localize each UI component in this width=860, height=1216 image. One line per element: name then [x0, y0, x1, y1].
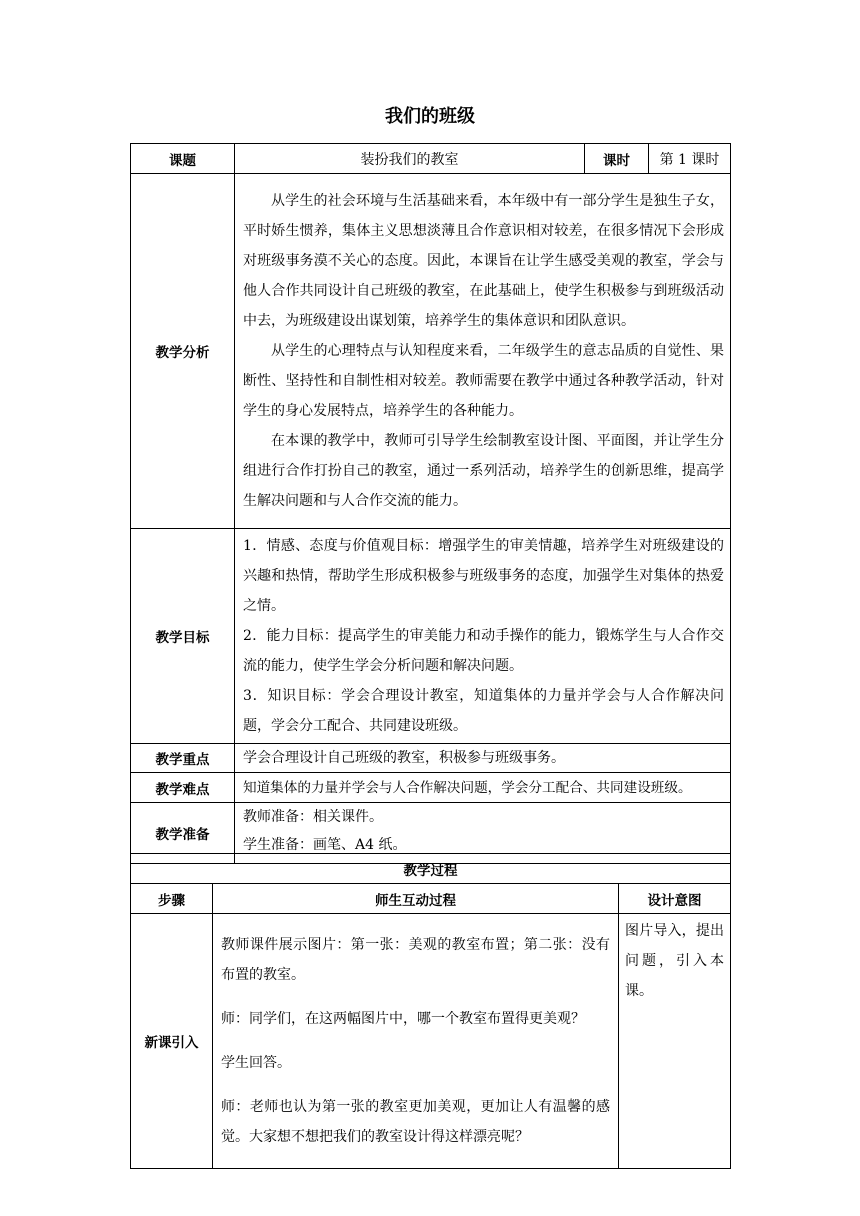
analysis-paragraph: 在本课的教学中，教师可引导学生绘制教室设计图、平面图，并让学生分组进行合作打扮自己的教室，通过一系列活动，培养学生的创新思维，提高学生解决问题和与人合作交流的能力。 — [243, 433, 724, 509]
goal-item: 3．知识目标：学会合理设计教室，知道集体的力量并学会与人合作解决问题，学会分工配合、共同建设班级。 — [243, 688, 724, 734]
goal-item: 1．情感、态度与价值观目标：增强学生的审美情趣，培养学生对班级建设的兴趣和热情，帮助学生形成积极参与班级事务的态度，加强学生对集体的热爱之情。 — [243, 538, 724, 614]
period-label: 课时 — [585, 144, 649, 174]
goals-content — [235, 529, 731, 744]
interaction-line: 学生回答。 — [221, 1055, 291, 1071]
step-label: 新课引入 — [131, 914, 213, 1169]
table-row — [131, 914, 731, 1169]
analysis-paragraph: 从学生的社会环境与生活基础来看，本年级中有一部分学生是独生子女，平时娇生惯养，集体主义思想淡薄且合作意识相对较差，在很多情况下会形成对班级事务漠不关心的态度。因此，本课旨在让学生感受美观的教室，学会与他人合作共同设计自己班级的教室，在此基础上，使学生积极参与到班级活动中去，为班级建设出谋划策，培养学生的集体意识和团队意识。 — [243, 193, 724, 329]
goal-item: 2．能力目标：提高学生的审美能力和动手操作的能力，锻炼学生与人合作交流的能力，使学生学会分析问题和解决问题。 — [243, 628, 724, 674]
process-table — [130, 853, 731, 1169]
key-point-label: 教学重点 — [131, 744, 235, 773]
lesson-info-table — [130, 143, 731, 864]
preparation-label: 教学准备 — [131, 803, 235, 864]
topic-label: 课题 — [131, 144, 235, 174]
preparation-line: 学生准备：画笔、A4 纸。 — [243, 837, 407, 853]
analysis-paragraph: 从学生的心理特点与认知程度来看，二年级学生的意志品质的自觉性、果断性、坚持性和自制性相对较差。教师需要在教学中通过各种教学活动，针对学生的身心发展特点，培养学生的各种能力。 — [243, 343, 724, 419]
period-value: 第 1 课时 — [649, 144, 731, 174]
col-intent-header: 设计意图 — [619, 884, 731, 914]
document-title: 我们的班级 — [385, 106, 475, 127]
analysis-content — [235, 174, 731, 529]
difficulty-label: 教学难点 — [131, 773, 235, 803]
col-step-header: 步骤 — [131, 884, 213, 914]
process-title: 教学过程 — [131, 854, 731, 884]
preparation-line: 教师准备：相关课件。 — [243, 809, 383, 825]
goals-label: 教学目标 — [131, 529, 235, 744]
col-interaction-header: 师生互动过程 — [213, 884, 619, 914]
interaction-line: 师：老师也认为第一张的教室更加美观，更加让人有温馨的感觉。大家想不想把我们的教室设计得这样漂亮呢？ — [221, 1099, 610, 1145]
interaction-line: 教师课件展示图片：第一张：美观的教室布置；第二张：没有布置的教室。 — [221, 937, 610, 983]
topic-value: 装扮我们的教室 — [235, 144, 585, 174]
difficulty-text: 知道集体的力量并学会与人合作解决问题，学会分工配合、共同建设班级。 — [235, 773, 731, 803]
intent-text: 图片导入，提出问题，引入本课。 — [619, 914, 731, 1169]
interaction-line: 师：同学们，在这两幅图片中，哪一个教室布置得更美观？ — [221, 1011, 585, 1027]
interaction-content — [213, 914, 619, 1169]
analysis-label: 教学分析 — [131, 174, 235, 529]
key-point-text: 学会合理设计自己班级的教室，积极参与班级事务。 — [235, 744, 731, 773]
